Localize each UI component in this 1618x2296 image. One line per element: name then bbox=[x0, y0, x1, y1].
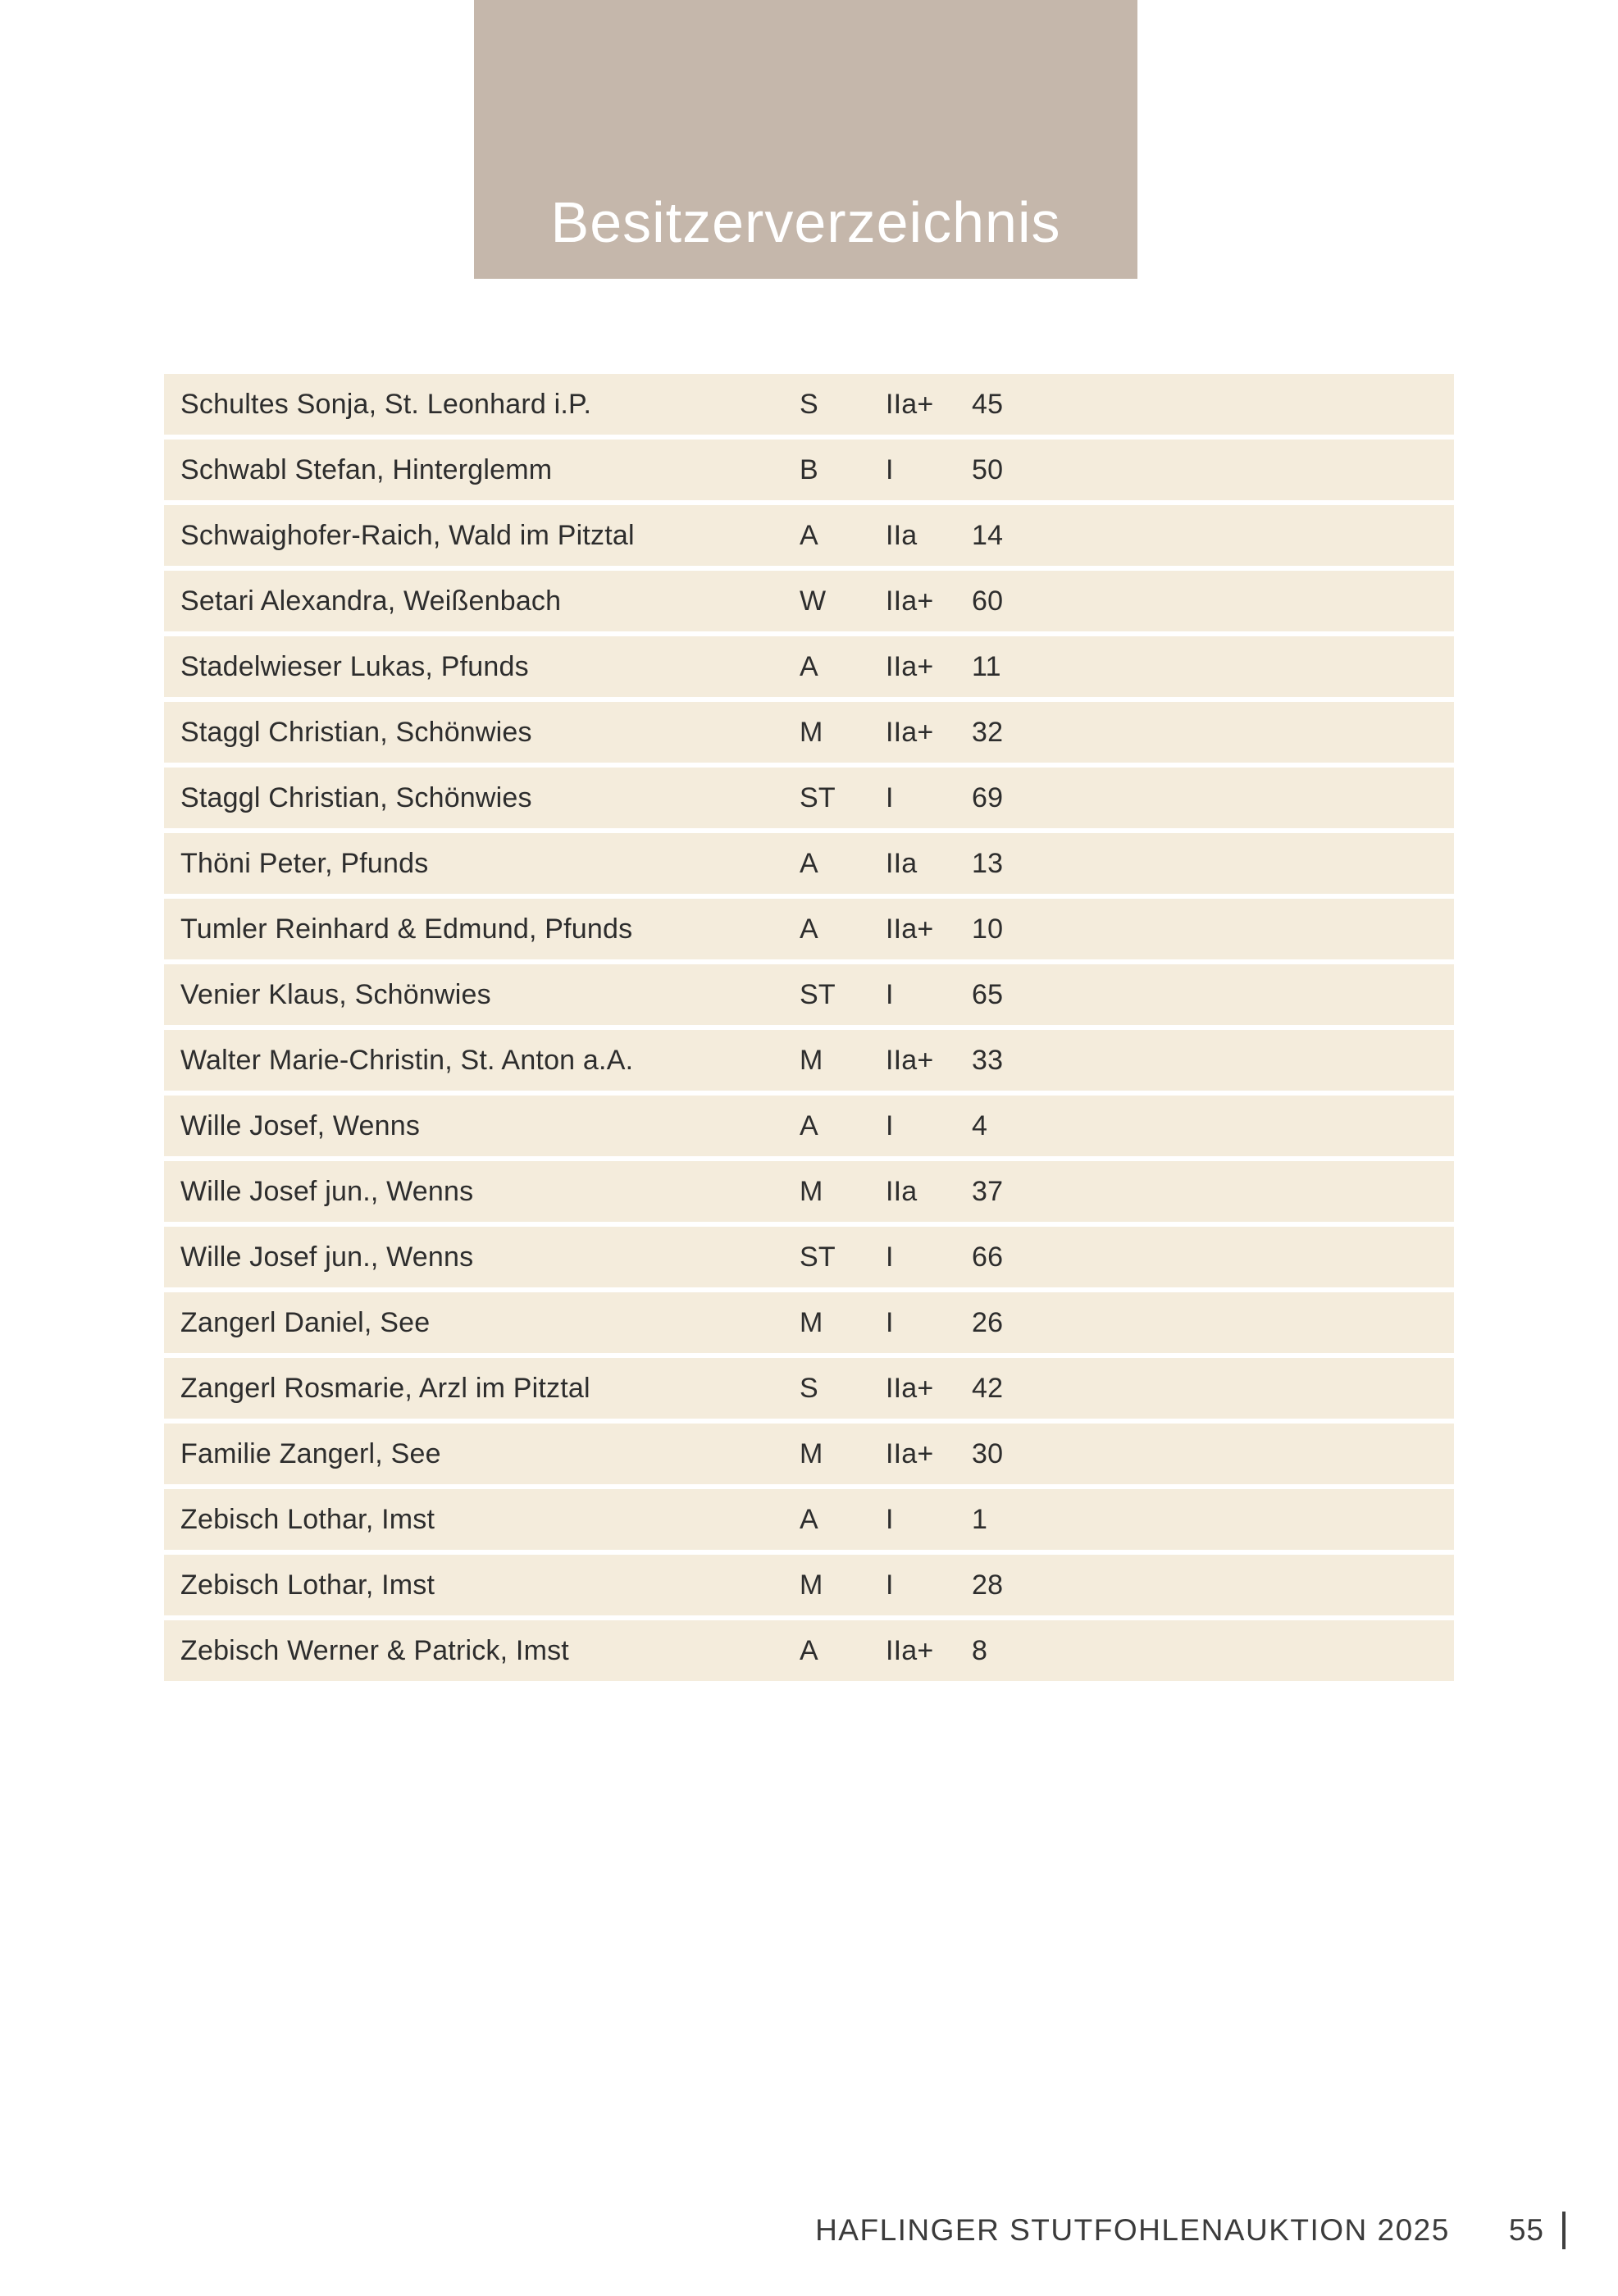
table-row bbox=[164, 636, 1454, 697]
page-title: Besitzerverzeichnis bbox=[550, 190, 1061, 254]
owner-code: S bbox=[800, 388, 818, 420]
owner-code: W bbox=[800, 585, 827, 617]
class-value: I bbox=[886, 1503, 894, 1535]
owner-code: S bbox=[800, 1372, 818, 1404]
table-row bbox=[164, 1358, 1454, 1419]
owner-name: Staggl Christian, Schönwies bbox=[180, 781, 532, 813]
catalog-number: 10 bbox=[972, 913, 1004, 945]
owner-code: M bbox=[800, 1437, 823, 1469]
owner-name: Thöni Peter, Pfunds bbox=[180, 847, 429, 879]
table-row bbox=[164, 1620, 1454, 1681]
table-row bbox=[164, 702, 1454, 763]
class-value: I bbox=[886, 978, 894, 1010]
catalog-number: 69 bbox=[972, 781, 1004, 813]
catalog-number: 8 bbox=[972, 1634, 988, 1666]
table-row bbox=[164, 1096, 1454, 1156]
section-banner bbox=[474, 0, 1137, 279]
owner-code: ST bbox=[800, 978, 836, 1010]
class-value: IIa+ bbox=[886, 1372, 934, 1404]
table-row bbox=[164, 505, 1454, 566]
owner-code: A bbox=[800, 847, 818, 879]
owner-name: Schwabl Stefan, Hinterglemm bbox=[180, 453, 553, 485]
table-row bbox=[164, 571, 1454, 631]
catalog-number: 26 bbox=[972, 1306, 1004, 1338]
table-row bbox=[164, 1227, 1454, 1287]
catalog-number: 33 bbox=[972, 1044, 1004, 1076]
table-row bbox=[164, 1161, 1454, 1222]
owner-name: Tumler Reinhard & Edmund, Pfunds bbox=[180, 913, 633, 945]
catalog-number: 14 bbox=[972, 519, 1004, 551]
owner-code: M bbox=[800, 1569, 823, 1601]
class-value: IIa bbox=[886, 519, 918, 551]
class-value: IIa bbox=[886, 847, 918, 879]
catalog-number: 65 bbox=[972, 978, 1004, 1010]
table-row bbox=[164, 440, 1454, 500]
page-number: 55 bbox=[1508, 2213, 1544, 2247]
owner-name: Staggl Christian, Schönwies bbox=[180, 716, 532, 748]
owner-name: Walter Marie-Christin, St. Anton a.A. bbox=[180, 1044, 634, 1076]
owner-name: Wille Josef, Wenns bbox=[180, 1109, 421, 1141]
owner-code: M bbox=[800, 716, 823, 748]
catalog-number: 66 bbox=[972, 1241, 1004, 1273]
table-row bbox=[164, 899, 1454, 959]
catalog-number: 11 bbox=[972, 650, 1001, 682]
table-row bbox=[164, 1489, 1454, 1550]
class-value: IIa+ bbox=[886, 913, 934, 945]
owner-name: Zebisch Werner & Patrick, Imst bbox=[180, 1634, 569, 1666]
owner-name: Schultes Sonja, St. Leonhard i.P. bbox=[180, 388, 592, 420]
table-row bbox=[164, 964, 1454, 1025]
catalog-number: 4 bbox=[972, 1109, 988, 1141]
class-value: IIa+ bbox=[886, 585, 934, 617]
class-value: IIa+ bbox=[886, 1044, 934, 1076]
catalog-number: 13 bbox=[972, 847, 1004, 879]
table-row bbox=[164, 374, 1454, 435]
class-value: I bbox=[886, 781, 894, 813]
owner-name: Zangerl Daniel, See bbox=[180, 1306, 431, 1338]
owner-code: A bbox=[800, 1634, 818, 1666]
catalog-number: 60 bbox=[972, 585, 1004, 617]
table-row bbox=[164, 1030, 1454, 1091]
owner-name: Zebisch Lothar, Imst bbox=[180, 1503, 435, 1535]
catalog-number: 1 bbox=[972, 1503, 988, 1535]
class-value: IIa+ bbox=[886, 650, 934, 682]
class-value: IIa+ bbox=[886, 716, 934, 748]
catalog-number: 42 bbox=[972, 1372, 1004, 1404]
owner-code: M bbox=[800, 1044, 823, 1076]
footer bbox=[815, 2207, 1566, 2253]
table-row bbox=[164, 1292, 1454, 1353]
owner-name: Stadelwieser Lukas, Pfunds bbox=[180, 650, 529, 682]
class-value: I bbox=[886, 453, 894, 485]
class-value: I bbox=[886, 1241, 894, 1273]
footer-title: HAFLINGER STUTFOHLENAUKTION 2025 bbox=[815, 2213, 1450, 2247]
owner-name: Schwaighofer-Raich, Wald im Pitztal bbox=[180, 519, 635, 551]
owner-code: ST bbox=[800, 781, 836, 813]
table-row bbox=[164, 1424, 1454, 1484]
owner-name: Zangerl Rosmarie, Arzl im Pitztal bbox=[180, 1372, 590, 1404]
class-value: IIa bbox=[886, 1175, 918, 1207]
owner-name: Wille Josef jun., Wenns bbox=[180, 1175, 474, 1207]
owner-code: A bbox=[800, 1109, 818, 1141]
page-number-divider bbox=[1562, 2212, 1566, 2249]
owner-code: A bbox=[800, 519, 818, 551]
catalog-number: 50 bbox=[972, 453, 1004, 485]
table-row bbox=[164, 768, 1454, 828]
owners-table bbox=[164, 374, 1454, 1686]
owner-code: ST bbox=[800, 1241, 836, 1273]
class-value: IIa+ bbox=[886, 1437, 934, 1469]
table-row bbox=[164, 833, 1454, 894]
catalog-number: 28 bbox=[972, 1569, 1004, 1601]
catalog-number: 30 bbox=[972, 1437, 1004, 1469]
owner-name: Setari Alexandra, Weißenbach bbox=[180, 585, 562, 617]
owner-name: Venier Klaus, Schönwies bbox=[180, 978, 491, 1010]
catalog-number: 37 bbox=[972, 1175, 1004, 1207]
owner-name: Wille Josef jun., Wenns bbox=[180, 1241, 474, 1273]
owner-name: Familie Zangerl, See bbox=[180, 1437, 441, 1469]
catalog-number: 45 bbox=[972, 388, 1004, 420]
class-value: I bbox=[886, 1569, 894, 1601]
catalog-number: 32 bbox=[972, 716, 1004, 748]
owner-code: B bbox=[800, 453, 818, 485]
class-value: I bbox=[886, 1306, 894, 1338]
class-value: IIa+ bbox=[886, 388, 934, 420]
owner-code: M bbox=[800, 1175, 823, 1207]
owner-code: M bbox=[800, 1306, 823, 1338]
owner-code: A bbox=[800, 913, 818, 945]
owner-code: A bbox=[800, 1503, 818, 1535]
owner-code: A bbox=[800, 650, 818, 682]
table-row bbox=[164, 1555, 1454, 1615]
class-value: I bbox=[886, 1109, 894, 1141]
owner-name: Zebisch Lothar, Imst bbox=[180, 1569, 435, 1601]
class-value: IIa+ bbox=[886, 1634, 934, 1666]
